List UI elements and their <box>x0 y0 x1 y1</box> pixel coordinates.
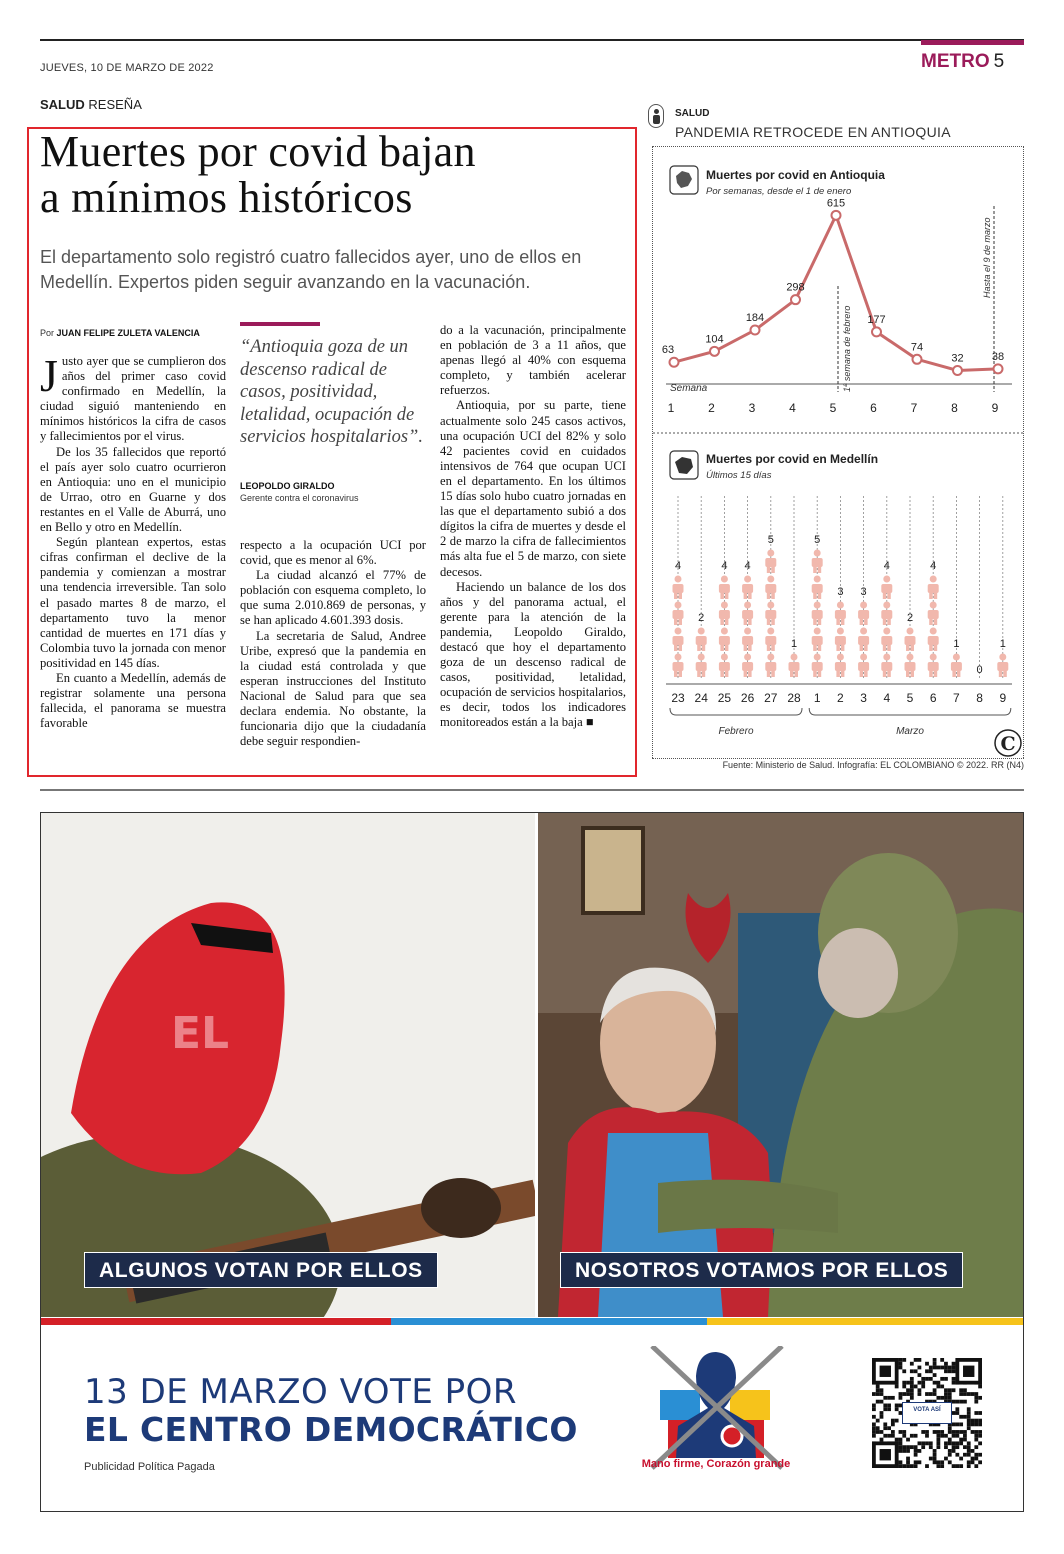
data-point <box>994 364 1003 373</box>
data-label: 4 <box>721 560 728 572</box>
infographic-title: PANDEMIA RETROCEDE EN ANTIOQUIA <box>675 124 951 140</box>
antioquia-line-chart <box>653 197 1023 433</box>
paragraph: respecto a la ocupación UCI por covid, que es menor al 6%. <box>240 538 426 568</box>
x-tick-label: 9 <box>991 401 999 415</box>
el-colombiano-logo <box>995 730 1021 756</box>
annotation-end: Hasta el 9 de marzo <box>982 217 992 298</box>
person-icon <box>812 628 823 652</box>
flag-stripe-red <box>41 1318 391 1325</box>
qr-label: VOTA ASÍ <box>902 1402 952 1424</box>
group-bracket <box>670 708 802 715</box>
paragraph: Antioquia, por su parte, tiene actualmente solo 245 casos activos, una ocupación UCI del 82% y solo 42 pacientes covid en cuidados intensivos de 764 que ocupan UCI en el departamento. En los últimos 15 días solo hubo cuatro jornadas en las que el departamento subió a dos dígitos la cifra de muertes y desde el 2 de marzo la cifra de fallecimientos más alta fue el 5 de marzo, con siete decesos. <box>440 398 626 579</box>
article-section: SALUD <box>40 97 85 112</box>
x-tick-label: 5 <box>906 691 914 705</box>
paragraph: La secretaria de Salud, Andree Uribe, expresó que la pandemia en la ciudad está controlada y que esperan instrucciones del Instituto Nacional de Salud para que sea declara endemia. No obstante, la funcionaria dijo que la ciudadanía debe seguir respondien- <box>240 628 426 749</box>
svg-text:EL: EL <box>171 1008 230 1059</box>
data-label: 1 <box>999 638 1006 650</box>
infographic-source: Fuente: Ministerio de Salud. Infografía: EL COLOMBIANO © 2022. RR (N4) <box>722 760 1024 770</box>
article-headline <box>40 129 630 221</box>
x-tick-label: 28 <box>787 691 801 705</box>
section-divider <box>40 789 1024 791</box>
article-column-1 <box>40 350 226 731</box>
x-tick-label: 23 <box>671 691 685 705</box>
article-section-label <box>40 97 142 112</box>
paragraph: La ciudad alcanzó el 77% de población con esquema completo, lo que suma 2.010.869 de personas, y se han aplicado 4.601.393 dosis. <box>240 568 426 628</box>
medellin-map-icon <box>670 451 698 479</box>
data-label: 1 <box>953 638 960 650</box>
x-tick-label: 26 <box>740 691 755 705</box>
section-header <box>921 40 1024 73</box>
flag-stripe-blue <box>391 1318 707 1325</box>
x-tick-label: 2 <box>708 401 715 415</box>
x-tick-label: 7 <box>910 401 918 415</box>
data-label: 4 <box>744 560 751 572</box>
byline <box>40 328 200 338</box>
photo-soldier-elderly-woman <box>538 813 1023 1317</box>
photo-armed-guerrilla <box>41 813 535 1317</box>
x-tick-label: 5 <box>829 401 837 415</box>
person-icon <box>905 628 916 652</box>
quote-author: LEOPOLDO GIRALDO <box>240 481 335 491</box>
byline-author: JUAN FELIPE ZULETA VALENCIA <box>56 328 200 338</box>
x-tick-label: 9 <box>999 691 1007 705</box>
quote-bar <box>240 322 320 326</box>
data-label: 2 <box>906 612 914 624</box>
annotation-feb: 1ª semana de febrero <box>842 305 852 392</box>
person-icon <box>742 576 753 600</box>
paragraph: Justo ayer que se cumplieron dos años del primer caso covid confirmado en Medellín, la ciudad siguió manteniendo en mínimos históricos la cifra de casos y fallecimientos por el virus. <box>40 350 226 444</box>
person-icon <box>673 628 684 652</box>
paragraph: do a la vacunación, principalmente en población de 3 a 11 años, que apenas llegó al 40% con esquema completo, y también acelerar refuerzos. <box>440 323 626 398</box>
group-label: Marzo <box>896 726 924 737</box>
chart1-subtitle: Por semanas, desde el 1 de enero <box>706 186 852 197</box>
data-label: 5 <box>814 534 821 546</box>
data-label: 3 <box>860 586 867 598</box>
data-label: 177 <box>867 313 886 326</box>
data-point <box>832 211 841 220</box>
ad-tag-right: NOSOTROS VOTAMOS POR ELLOS <box>560 1252 963 1288</box>
headline-line-1: Muertes por covid bajan <box>40 127 476 176</box>
person-icon <box>742 628 753 652</box>
group-bracket <box>809 708 1011 715</box>
ad-headline-1: 13 DE MARZO VOTE POR <box>84 1372 517 1412</box>
data-label: 3 <box>837 586 844 598</box>
data-label: 38 <box>991 350 1005 363</box>
group-label: Febrero <box>718 726 754 737</box>
x-tick-label: 2 <box>837 691 844 705</box>
x-tick-label: 8 <box>976 691 983 705</box>
data-label: 32 <box>951 352 964 365</box>
data-point <box>953 366 962 375</box>
logo-letter: C <box>1000 733 1016 755</box>
infographic-charts <box>652 146 1024 760</box>
person-icon <box>765 576 776 600</box>
chart2-subtitle: Últimos 15 días <box>706 470 772 481</box>
antioquia-map-icon <box>670 166 698 194</box>
x-tick-label: 3 <box>748 401 756 415</box>
person-icon <box>928 576 939 600</box>
data-point <box>751 326 760 335</box>
article-subheadline: El departamento solo registró cuatro fallecidos ayer, uno de ellos en Medellín. Expertos piden seguir avanzando en la vacunación. <box>40 247 582 292</box>
data-label: 74 <box>910 341 924 354</box>
party-logo-crossed <box>632 1346 800 1474</box>
person-icon <box>858 628 869 652</box>
data-point <box>791 295 800 304</box>
chart2-title: Muertes por covid en Medellín <box>706 452 879 466</box>
article-column-3 <box>440 323 626 731</box>
person-icon <box>696 628 707 652</box>
x-tick-label: 27 <box>764 691 778 705</box>
data-point <box>872 327 881 336</box>
top-rule <box>40 39 1024 41</box>
person-icon <box>719 628 730 652</box>
page-date: JUEVES, 10 DE MARZO DE 2022 <box>40 62 214 74</box>
person-icon <box>835 628 846 652</box>
data-label: 2 <box>698 612 705 624</box>
data-label: 184 <box>745 312 765 325</box>
person-icon <box>719 576 730 600</box>
person-icon <box>881 576 892 600</box>
person-icon <box>881 628 892 652</box>
flag-stripe-yellow <box>707 1318 1023 1325</box>
x-tick-label: 6 <box>870 401 877 415</box>
data-label: 1 <box>790 638 798 650</box>
pull-quote: “Antioquia goza de un descenso radical de casos, positividad, letalidad, ocupación de servicios hospitalarios”. <box>240 337 423 447</box>
data-label: 4 <box>674 560 682 572</box>
paragraph: En cuanto a Medellín, además de registrar solamente una persona fallecida, el panorama se muestra favorable <box>40 670 226 731</box>
chart1-title: Muertes por covid en Antioquia <box>706 168 885 182</box>
x-tick-label: 1 <box>667 401 675 415</box>
series-line <box>674 215 998 370</box>
byline-prefix: Por <box>40 328 55 338</box>
dropcap: J <box>40 350 58 401</box>
person-icon <box>673 576 684 600</box>
chart1-xlabel: Semana <box>670 383 708 394</box>
data-label: 0 <box>976 664 983 676</box>
data-label: 5 <box>767 534 774 546</box>
x-tick-label: 3 <box>860 691 867 705</box>
data-label: 4 <box>883 560 890 572</box>
x-tick-label: 25 <box>717 691 732 705</box>
section-name: METRO <box>921 51 990 72</box>
paragraph: Haciendo un balance de los dos años y del panorama actual, el gerente para la atención de la pandemia, Leopoldo Giraldo, destacó que hoy el departamento goza de un descenso radical de casos, positividad, letalidad, ocupación de servicios hospitalarios, es decir, todos los indicadores monitoreados están a la baja ■ <box>440 579 626 730</box>
person-icon <box>928 628 939 652</box>
article-column-2 <box>240 538 426 749</box>
ad-disclaimer: Publicidad Política Pagada <box>84 1461 215 1473</box>
x-tick-label: 24 <box>694 691 708 705</box>
person-icon <box>765 628 776 652</box>
data-label: 615 <box>826 197 846 210</box>
data-label: 63 <box>661 344 675 357</box>
quote-role: Gerente contra el coronavirus <box>240 493 359 503</box>
paragraph: De los 35 fallecidos que reportó el país ayer solo cuatro ocurrieron en Antioquia: uno en el municipio de Urrao, otro en Guarne y dos restantes en el Valle de Aburrá, uno en Bello y otro en Medellín. <box>40 444 226 535</box>
medellin-pictogram-chart <box>666 496 1012 737</box>
data-label: 104 <box>705 333 724 346</box>
data-point <box>670 358 679 367</box>
x-tick-label: 1 <box>813 691 821 705</box>
headline-line-2: a mínimos históricos <box>40 173 413 222</box>
data-point <box>710 347 719 356</box>
article-subsection: RESEÑA <box>88 97 142 112</box>
data-label: 298 <box>786 281 805 294</box>
infographic-section: SALUD <box>675 108 710 119</box>
x-tick-label: 4 <box>789 401 796 415</box>
x-tick-label: 4 <box>883 691 891 705</box>
person-icon <box>812 576 823 600</box>
paragraph: Según plantean expertos, estas cifras confirman el declive de la pandemia y comienzan a mostrar una tendencia irreversible. Tan solo el pasado martes 8 de marzo, el departamento tuvo la menor cantidad de muertes en 171 días y Colombia tuvo la jornada con menor positividad en 145 días. <box>40 535 226 670</box>
data-label: 4 <box>930 560 937 572</box>
x-tick-label: 6 <box>929 691 937 705</box>
data-point <box>913 355 922 364</box>
x-tick-label: 8 <box>951 401 958 415</box>
ad-headline-2: EL CENTRO DEMOCRÁTICO <box>84 1410 578 1449</box>
ad-tag-left: ALGUNOS VOTAN POR ELLOS <box>84 1252 438 1288</box>
x-tick-label: 7 <box>953 691 960 705</box>
person-icon <box>648 104 664 128</box>
logo-slogan: Mano firme, Corazón grande <box>641 1458 791 1470</box>
page-number: 5 <box>993 51 1005 72</box>
